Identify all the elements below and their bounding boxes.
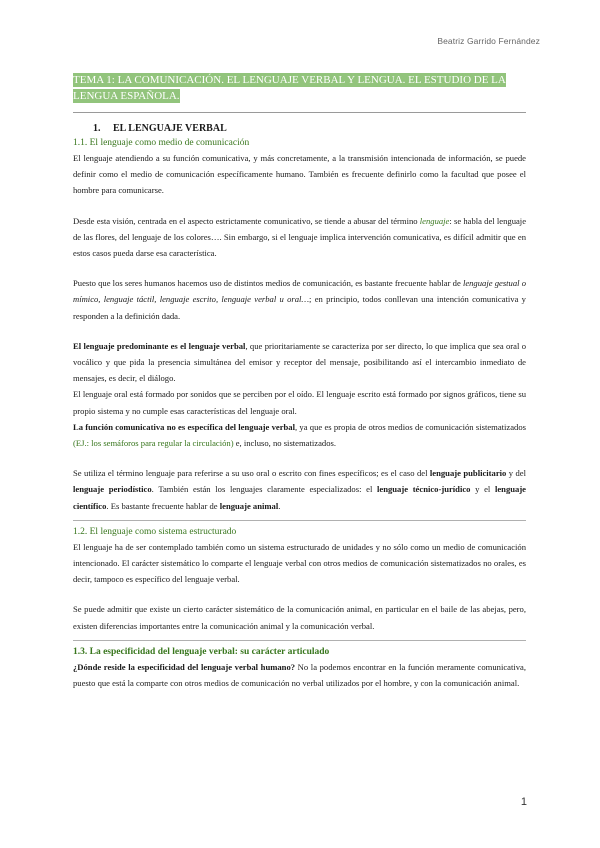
paragraph: Se puede admitir que existe un cierto carácter sistemático de la comunicación animal, en particular en el baile de las abejas, pero, existen diferencias importantes entre la comunicación animal y la comunicación verbal. <box>73 604 526 631</box>
question: ¿Dónde reside la especificidad del lenguaje verbal humano? <box>73 661 296 672</box>
section-divider <box>73 640 526 641</box>
emphasis: La función comunicativa no es específica del lenguaje verbal <box>73 421 295 432</box>
section-divider <box>73 520 526 521</box>
paragraph: El lenguaje predominante es el lenguaje verbal, que prioritariamente se caracteriza por ser directo, lo que implica que sea oral o vocálico y que pida la presencia simultánea del emisor y receptor del mensaje, posibilitando así el intercambio inmediato de mensajes, es decir, el diálogo. <box>73 340 526 384</box>
page-number: 1 <box>520 796 527 808</box>
paragraph: ¿Dónde reside la especificidad del lenguaje verbal humano? No la podemos encontrar en la función meramente comunicativa, puesto que está la comparte con otros medios de comunicación no verbal utilizados por el hombre, y con la comunicación animal. <box>73 661 527 689</box>
paragraph: Se utiliza el término lenguaje para referirse a su uso oral o escrito con fines específicos; es el caso del lenguaje publicitario y del lenguaje periodístico. También están los lenguajes claramente especializados: el lenguaje técnico-jurídico y el lenguaje científico. Es bastante frecuente hablar de lenguaje animal. <box>73 468 527 511</box>
subsection-heading-1-2: 1.2. El lenguaje como sistema estructurado <box>73 526 237 537</box>
paragraph: La función comunicativa no es específica del lenguaje verbal, ya que es propia de otros medios de comunicación sistematizados (EJ.: los semáforos para regular la circulación) e, incluso, no sistematizados. <box>73 421 526 449</box>
subsection-heading-1-3: 1.3. La especificidad del lenguaje verbal: su carácter articulado <box>73 646 330 657</box>
document-body <box>73 72 526 691</box>
title-rule <box>73 112 526 113</box>
example-note: (EJ.: los semáforos para regular la circulación) <box>73 438 234 449</box>
paragraph: El lenguaje atendiendo a su función comunicativa, y más concretamente, a la transmisión intencionada de información, se puede definir como el medio de comunicación específicamente humano. También es frecuente definirlo como la facultad que posee el hombre para comunicarse. <box>73 153 526 196</box>
section-label: EL LENGUAJE VERBAL <box>113 123 227 134</box>
emphasis: El lenguaje predominante es el lenguaje verbal <box>73 340 246 351</box>
section-heading-1 <box>93 123 526 134</box>
title-text: TEMA 1: LA COMUNICACIÓN. EL LENGUAJE VERBAL Y LENGUA. EL ESTUDIO DE LA LENGUA ESPAÑOLA. <box>73 74 506 102</box>
document-title <box>73 72 526 104</box>
author-header: Beatriz Garrido Fernández <box>437 36 540 46</box>
lenguajes-list: lenguaje gestual o mímico, lenguaje táctil, lenguaje escrito, lenguaje verbal u oral… <box>73 278 526 305</box>
paragraph: Puesto que los seres humanos hacemos uso de distintos medios de comunicación, es bastante frecuente hablar de lenguaje gestual o mímico, lenguaje táctil, lenguaje escrito, lenguaje verbal u oral…; en principio, todos conllevan una intención comunicativa y responden a la definición dada. <box>73 278 526 321</box>
paragraph: Desde esta visión, centrada en el aspecto estrictamente comunicativo, se tiende a abusar del término lenguaje: se habla del lenguaje de las flores, del lenguaje de los colores…. Sin embargo, si el lenguaje implica intervención comunicativa, es difícil admitir que en estos casos pueda darse esa característica. <box>73 215 527 259</box>
section-number: 1. <box>93 123 101 134</box>
paragraph: El lenguaje ha de ser contemplado también como un sistema estructurado de unidades y no sólo como un medio de comunicación intencionado. El carácter sistemático lo comparte el lenguaje verbal con otros medios de comunicación sistematizados no orales, es decir, tampoco es específico del lenguaje verbal. <box>73 541 526 585</box>
subsection-heading-1-1: 1.1. El lenguaje como medio de comunicación <box>73 138 250 148</box>
term-lenguaje: lenguaje <box>419 215 450 226</box>
paragraph: El lenguaje oral está formado por sonidos que se perciben por el oído. El lenguaje escrito está formado por signos gráficos, tiene su propio sistema y no cumple esas características del lenguaje oral. <box>73 389 526 416</box>
